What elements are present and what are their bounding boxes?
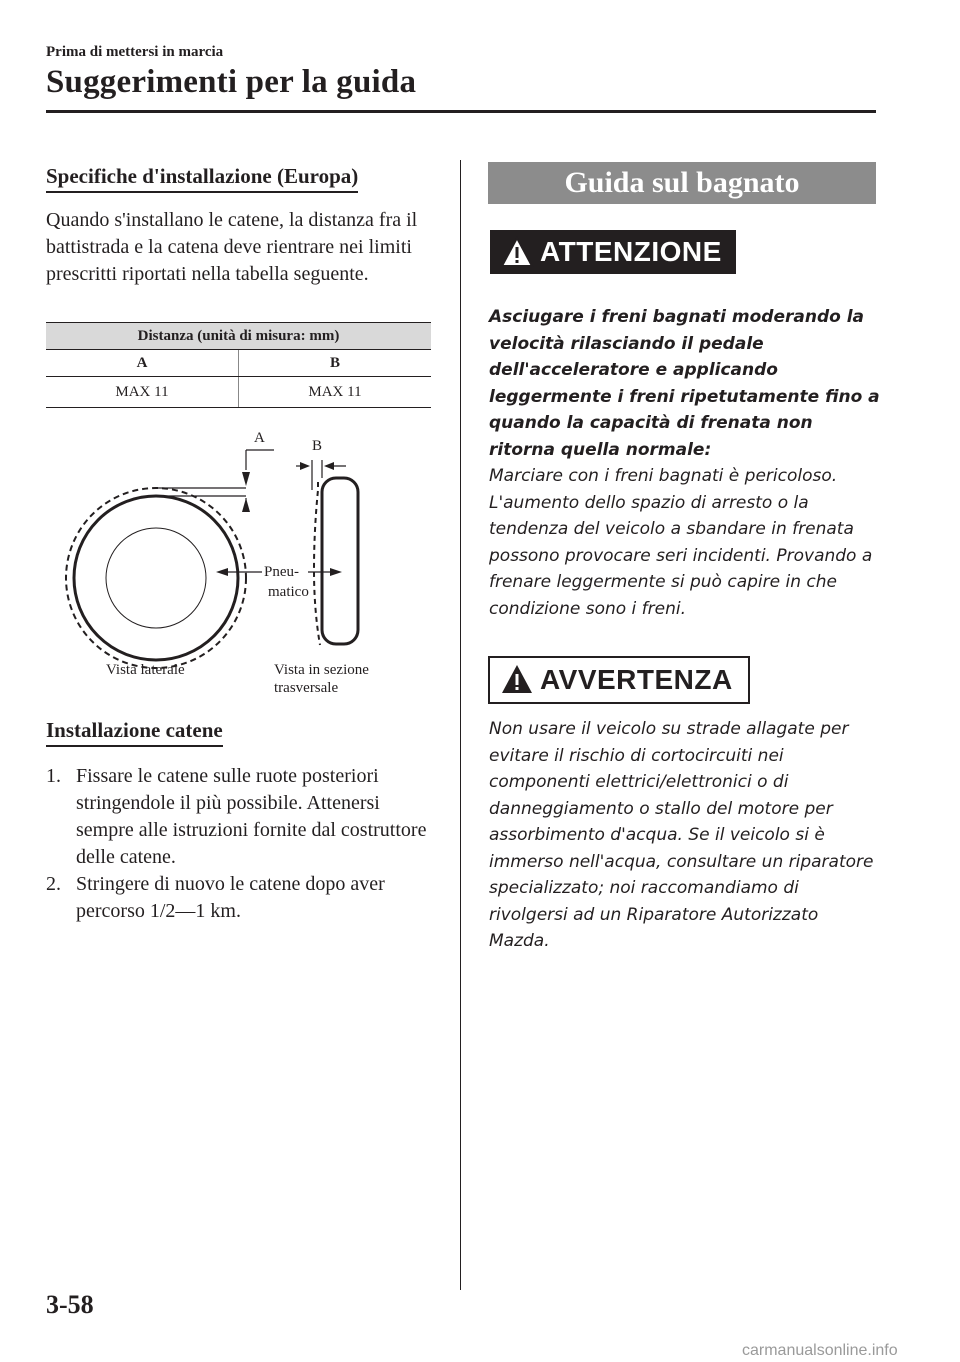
table-cell-b: MAX 11 [239, 377, 432, 408]
tire-cross-section [322, 478, 358, 644]
cross-section-caption-line1: Vista in sezione [274, 662, 369, 678]
attention-text: Marciare con i freni bagnati è pericoloso. L'aumento dello spazio di arresto o la tendenza del veicolo a sbandare in frenata possono provocare seri incidenti. Provando a frenare leggermente si può capire in che condizione sono i freni. [489, 466, 873, 619]
step-text: Stringere di nuovo le catene dopo aver percorso 1/2―1 km. [76, 873, 385, 922]
table-cell-a: MAX 11 [46, 377, 239, 408]
tire-label-line2: matico [268, 584, 309, 600]
list-item [46, 871, 438, 925]
spec-heading: Specifiche d'installazione (Europa) [46, 164, 358, 193]
tire-label-line1: Pneu- [264, 564, 299, 580]
attention-bold-text: Asciugare i freni bagnati moderando la velocità rilasciando il pedale dell'acceleratore e applicando leggermente i freni ripetutamente fino a quando la capacità di frenata non ritorna quella normale: [489, 307, 880, 460]
chain-clearance-diagram [46, 420, 446, 710]
install-section [46, 718, 446, 925]
step-number: 2. [46, 873, 61, 895]
warning-triangle-icon [500, 663, 534, 695]
install-heading: Installazione catene [46, 718, 223, 747]
section-banner: Guida sul bagnato [488, 162, 876, 204]
column-divider [460, 160, 461, 1290]
attention-content [489, 304, 881, 622]
side-view-caption: Vista laterale [106, 662, 185, 678]
warning-triangle-icon [500, 236, 534, 268]
watermark: carmanualsonline.info [742, 1342, 898, 1359]
warning-label: AVVERTENZA [540, 664, 733, 695]
title-rule [46, 110, 876, 113]
install-steps [46, 763, 438, 925]
attention-label: ATTENZIONE [540, 236, 722, 267]
step-number: 1. [46, 765, 61, 787]
list-item [46, 763, 438, 871]
table-header-a: A [46, 350, 239, 377]
spec-table [46, 322, 431, 408]
breadcrumb: Prima di mettersi in marcia [46, 44, 224, 60]
attention-badge [490, 230, 736, 274]
rim-outline [106, 528, 206, 628]
step-text: Fissare le catene sulle ruote posteriori stringendole il più possibile. Attenersi sempre alle istruzioni fornite dal costruttore delle catene. [76, 765, 427, 868]
page-number: 3-58 [46, 1290, 94, 1319]
table-caption: Distanza (unità di misura: mm) [46, 323, 431, 350]
table-header-b: B [239, 350, 432, 377]
left-column [46, 164, 446, 288]
label-a: A [254, 430, 265, 446]
warning-badge [488, 656, 750, 704]
chain-side-outline [66, 488, 246, 668]
warning-text: Non usare il veicolo su strade allagate per evitare il rischio di cortocircuiti nei componenti elettrici/elettronici o di danneggiamento o stallo del motore per assorbimento d'acqua. Se il veicolo si è immerso nell'acqua, consultare un riparatore specializzato; noi raccomandiamo di rivolgersi ad un Riparatore Autorizzato Mazda. [489, 719, 874, 951]
label-b: B [312, 438, 323, 454]
page-title: Suggerimenti per la guida [46, 64, 417, 100]
chain-cross-section [314, 482, 320, 645]
tire-side-outline [74, 496, 238, 660]
cross-section-caption-line2: trasversale [274, 680, 339, 696]
spec-paragraph: Quando s'installano le catene, la distanza fra il battistrada e la catena deve rientrare nei limiti prescritti riportati nella tabella seguente. [46, 209, 418, 285]
